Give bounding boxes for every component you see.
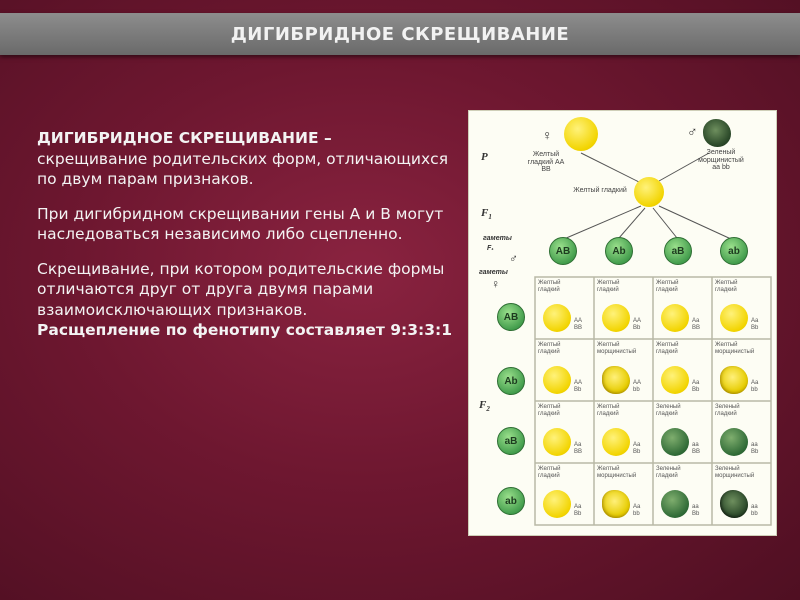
gametes-left-label: гаметы [479,269,508,276]
gamete-top-aB: aB [664,237,692,265]
cell-genotype-label: AA BB [574,318,583,331]
cell-genotype-label: aa Bb [751,442,759,455]
gamete-top-Ab: Ab [605,237,633,265]
cell-phenotype-label: Желтый гладкий [597,404,620,417]
cell-phenotype-label: Желтый гладкий [656,280,679,293]
pea-green-smooth [720,428,748,456]
cell-phenotype-label: Зеленый гладкий [715,404,740,417]
dihybrid-diagram [468,110,777,536]
pea-yellow-smooth [661,304,689,332]
parent-right-label: Зеленый морщинистый аа bb [698,149,744,171]
cell-phenotype-label: Зеленый гладкий [656,404,681,417]
generation-p-label: P [481,151,488,163]
cell-genotype-label: Aa bb [633,504,641,517]
punnett-cell [537,403,592,461]
parent-yellow-pea [564,117,598,151]
pea-yellow-wrinkled [720,366,748,394]
punnett-cell [537,279,592,337]
arrow-line [581,153,641,183]
punnett-cell [596,465,651,523]
definition-dash: – [318,129,332,147]
parent-left-label: Желтый гладкий АА ВВ [527,151,565,173]
gamete-left-aB: aB [497,427,525,455]
cell-genotype-label: aa BB [692,442,701,455]
cell-genotype-label: Aa BB [692,318,701,331]
gamete-top-AB: AB [549,237,577,265]
punnett-cell [537,341,592,399]
punnett-cell [655,465,710,523]
punnett-cell [714,279,769,337]
cell-genotype-label: Aa Bb [574,504,582,517]
pea-yellow-smooth [543,304,571,332]
gamete-left-Ab: Ab [497,367,525,395]
punnett-cell [537,465,592,523]
genes-paragraph: При дигибридном скрещивании гены А и В могут наследоваться независимо либо сцепленно. [37,204,444,243]
gamete-top-ab: ab [720,237,748,265]
cell-genotype-label: Aa Bb [692,380,700,393]
punnett-cell [596,341,651,399]
arrow-line [619,208,645,238]
punnett-cell [714,403,769,461]
definition-paragraph [37,128,457,190]
punnett-cell [714,465,769,523]
cell-genotype-label: aa bb [751,504,758,517]
female-symbol: ♀ [542,127,553,143]
pea-green-wrinkled [720,490,748,518]
cell-genotype-label: Aa Bb [633,442,641,455]
cell-phenotype-label: Желтый гладкий [538,404,561,417]
cell-genotype-label: AA Bb [574,380,583,393]
generation-f1-label: $F_1$ [481,207,492,222]
cell-phenotype-label: Зеленый морщинистый [715,466,755,479]
pea-yellow-smooth [543,366,571,394]
pea-yellow-smooth [661,366,689,394]
crossing-paragraph: Скрещивание, при котором родительские формы отличаются друг от друга двумя парами взаимоисключающих признаков. [37,259,445,319]
cell-phenotype-label: Желтый морщинистый [715,342,755,355]
cell-genotype-label: AA bb [633,380,642,393]
gametes-f1-label: F₁ [487,245,494,252]
arrow-line [659,206,731,239]
pea-yellow-wrinkled [602,490,630,518]
cell-phenotype-label: Зеленый гладкий [656,466,681,479]
definition-text: скрещивание родительских форм, отличающихся по двум парам признаков. [37,149,449,188]
generation-f2-label: $F_2$ [479,399,490,414]
cell-phenotype-label: Желтый гладкий [538,280,561,293]
cell-phenotype-label: Желтый гладкий [715,280,738,293]
slide-text [37,128,457,341]
cell-genotype-label: aa Bb [692,504,700,517]
arrow-line [564,206,641,239]
cell-genotype-label: Aa bb [751,380,759,393]
slide-title: ДИГИБРИДНОЕ СКРЕЩИВАНИЕ [230,23,570,45]
cell-phenotype-label: Желтый гладкий [656,342,679,355]
cell-phenotype-label: Желтый морщинистый [597,342,637,355]
cell-genotype-label: AA Bb [633,318,642,331]
pea-yellow-smooth [543,428,571,456]
pea-yellow-smooth [720,304,748,332]
pea-yellow-smooth [602,304,630,332]
punnett-cell [655,403,710,461]
definition-term: ДИГИБРИДНОЕ СКРЕЩИВАНИЕ [37,129,319,147]
cell-phenotype-label: Желтый гладкий [538,342,561,355]
parent-green-wrinkled-pea [703,119,731,147]
cell-genotype-label: Aa Bb [751,318,759,331]
cell-phenotype-label: Желтый гладкий [538,466,561,479]
gamete-left-AB: AB [497,303,525,331]
cell-phenotype-label: Желтый гладкий [597,280,620,293]
male-symbol: ♂ [687,123,698,139]
cell-genotype-label: Aa BB [574,442,583,455]
cell-phenotype-label: Желтый морщинистый [597,466,637,479]
gametes-label: гаметы [483,235,512,242]
gamete-left-ab: ab [497,487,525,515]
female-symbol-small: ♀ [491,277,500,291]
pea-green-smooth [661,490,689,518]
slide-title-bar [0,13,800,55]
pea-yellow-wrinkled [602,366,630,394]
ratio-paragraph: Расщепление по фенотипу составляет 9:3:3:1 [37,321,452,339]
punnett-cell [596,279,651,337]
male-symbol-small: ♂ [509,251,518,265]
punnett-cell [655,341,710,399]
punnett-cell [596,403,651,461]
f1-yellow-pea [634,177,664,207]
punnett-cell [655,279,710,337]
pea-yellow-smooth [602,428,630,456]
pea-green-smooth [661,428,689,456]
punnett-cell [714,341,769,399]
f1-pea-label: Желтый гладкий [573,187,627,194]
pea-yellow-smooth [543,490,571,518]
